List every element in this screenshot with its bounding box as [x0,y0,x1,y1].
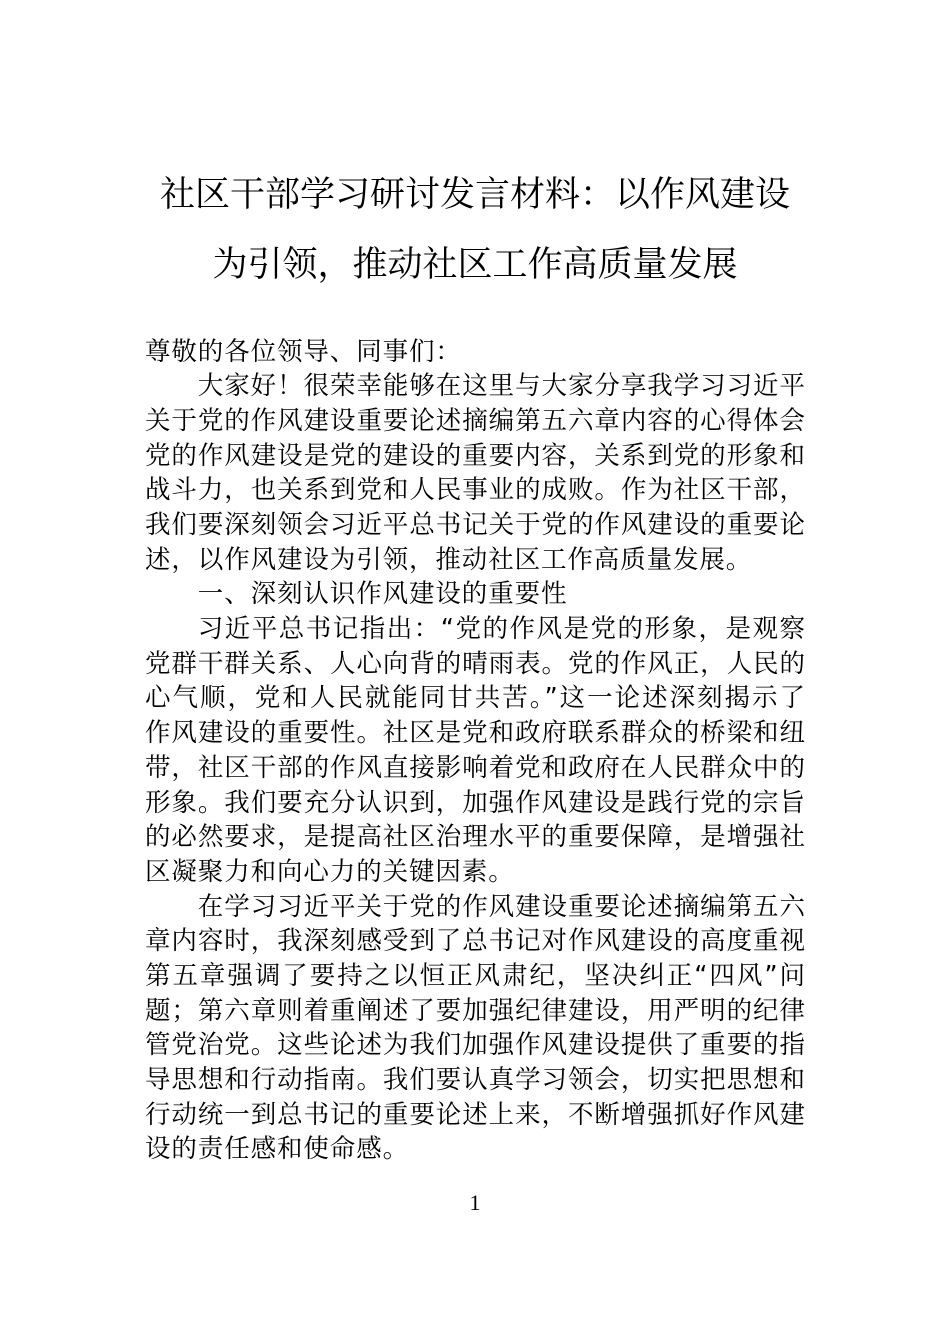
text-line: 心气顺，党和人民就能同甘共苦。”这一论述深刻揭示了 [145,683,805,714]
text-line: 党的作风建设是党的建设的重要内容，关系到党的形象和 [145,440,805,471]
section-1-paragraph-2 [145,890,805,1168]
document-title [100,160,850,300]
intro-paragraph [145,369,805,577]
page-number: 1 [469,1190,481,1215]
text-line: 章内容时，我深刻感受到了总书记对作风建设的高度重视 [145,926,805,957]
text-line: 在学习习近平关于党的作风建设重要论述摘编第五六 [197,891,805,922]
text-line: 作风建设的重要性。社区是党和政府联系群众的桥梁和纽 [145,718,805,749]
text-line: 行动统一到总书记的重要论述上来，不断增强抓好作风建 [145,1099,805,1130]
text-line: 形象。我们要充分认识到，加强作风建设是践行党的宗旨 [145,787,805,818]
section-heading-text: 一、深刻认识作风建设的重要性 [197,579,568,610]
text-line: 设的责任感和使命感。 [145,1134,410,1165]
text-line: 关于党的作风建设重要论述摘编第五六章内容的心得体会 [145,405,805,436]
text-line: 党群干群关系、人心向背的晴雨表。党的作风正，人民的 [145,648,805,679]
text-line: 带，社区干部的作风直接影响着党和政府在人民群众中的 [145,752,805,783]
text-line: 第五章强调了要持之以恒正风肃纪，坚决纠正“四风”问 [145,960,805,991]
text-line: 述，以作风建设为引领，推动社区工作高质量发展。 [145,544,753,575]
text-line: 我们要深刻领会习近平总书记关于党的作风建设的重要论 [145,510,805,541]
text-line: 的必然要求，是提高社区治理水平的重要保障，是增强社 [145,822,805,853]
title-line-1: 社区干部学习研讨发言材料：以作风建设 [159,175,790,215]
text-line: 战斗力，也关系到党和人民事业的成败。作为社区干部， [145,475,805,506]
document-body [145,335,805,1168]
section-1-paragraph-1 [145,612,805,890]
text-line: 习近平总书记指出：“党的作风是党的形象，是观察 [197,614,805,645]
text-line: 导思想和行动指南。我们要认真学习领会，切实把思想和 [145,1065,805,1096]
text-line: 大家好！很荣幸能够在这里与大家分享我学习习近平 [197,371,805,402]
title-line-2: 为引领，推动社区工作高质量发展 [212,245,738,285]
text-line: 题；第六章则着重阐述了要加强纪律建设，用严明的纪律 [145,995,805,1026]
section-heading-1 [145,577,805,612]
salutation: 尊敬的各位领导、同事们： [145,336,462,367]
text-line: 区凝聚力和向心力的关键因素。 [145,856,515,887]
text-line: 管党治党。这些论述为我们加强作风建设提供了重要的指 [145,1030,805,1061]
